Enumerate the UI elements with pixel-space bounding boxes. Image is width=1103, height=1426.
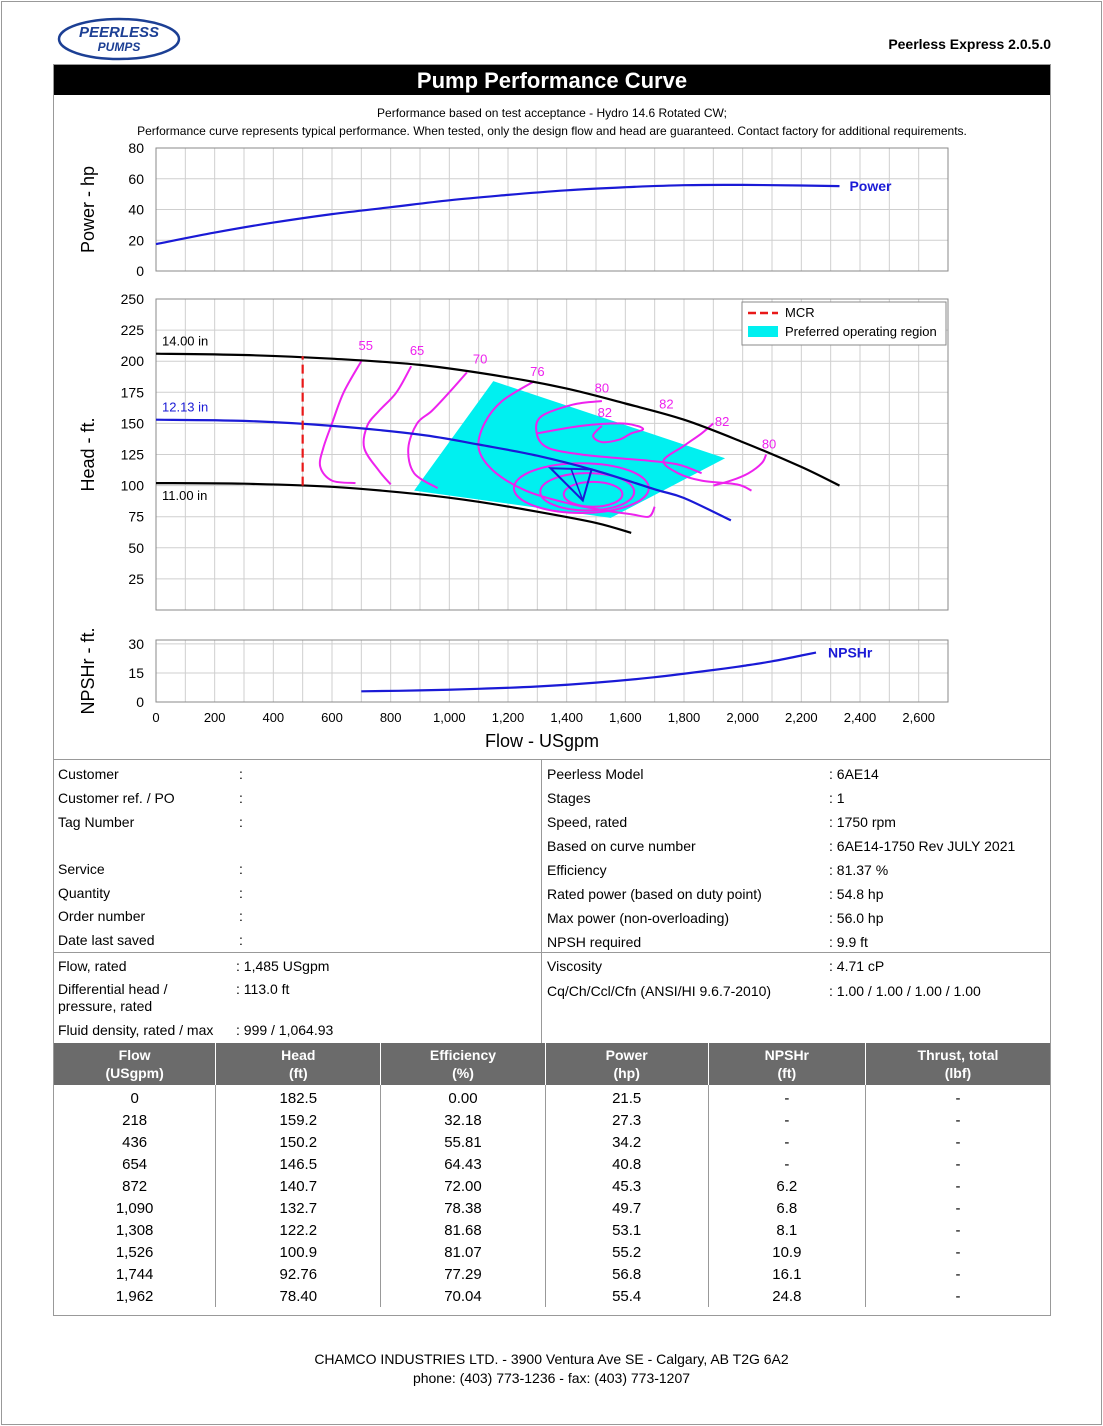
x-tick-label: 1,800 xyxy=(667,710,701,725)
info-label: Peerless Model xyxy=(547,766,644,782)
performance-note-1: Performance based on test acceptance - Hydro 14.6 Rotated CW; xyxy=(377,106,727,120)
table-cell: 72.00 xyxy=(381,1175,545,1197)
efficiency-contour xyxy=(364,366,412,484)
info-label: Cq/Ch/Ccl/Cfn (ANSI/HI 9.6.7-2010) xyxy=(547,983,772,999)
table-cell: 8.1 xyxy=(708,1219,865,1241)
efficiency-label: 70 xyxy=(472,351,488,367)
table-header-line: (USgpm) xyxy=(105,1065,164,1081)
info-label: Max power (non-overloading) xyxy=(547,910,730,926)
pump-spec-column xyxy=(542,760,1050,1044)
info-value: : 1.00 / 1.00 / 1.00 / 1.00 xyxy=(829,983,981,999)
power-y-tick-label: 80 xyxy=(128,140,144,156)
table-cell: 1,090 xyxy=(115,1199,154,1217)
efficiency-label: 82 xyxy=(714,413,730,429)
software-version: Peerless Express 2.0.5.0 xyxy=(888,36,1051,52)
table-header-line: (ft) xyxy=(777,1065,797,1081)
head-y-tick-label: 150 xyxy=(120,415,144,432)
table-cell: 64.43 xyxy=(381,1153,545,1175)
info-label: NPSH required xyxy=(547,934,642,950)
table-header xyxy=(545,1043,708,1085)
table-cell: - xyxy=(708,1085,865,1109)
info-value: : xyxy=(239,814,243,830)
table-cell: 55.2 xyxy=(545,1241,708,1263)
efficiency-label: 82 xyxy=(659,396,674,412)
power-y-tick-label: 60 xyxy=(128,170,144,187)
table-cell: 21.5 xyxy=(545,1085,708,1109)
table-cell: 218 xyxy=(122,1111,148,1129)
npshr-y-axis-label: NPSHr - ft. xyxy=(78,627,98,715)
table-cell: 56.8 xyxy=(545,1263,708,1285)
x-tick-label: 1,200 xyxy=(491,710,525,725)
legend-region-swatch xyxy=(748,326,778,337)
customer-info-column xyxy=(54,760,542,1044)
info-value: : 9.9 ft xyxy=(829,934,868,950)
npshr-curve xyxy=(361,653,816,692)
table-cell: 1,526 xyxy=(115,1243,154,1261)
table-cell: - xyxy=(865,1263,1050,1285)
report-panel xyxy=(53,64,1051,1316)
info-value: : xyxy=(239,861,243,877)
head-y-tick-label: 250 xyxy=(120,291,144,307)
efficiency-contour xyxy=(320,361,361,483)
table-row xyxy=(54,1109,1050,1131)
table-row xyxy=(54,1285,1050,1307)
info-value: : xyxy=(239,790,243,806)
efficiency-label: 55 xyxy=(358,338,373,354)
power-y-tick-label: 20 xyxy=(128,232,144,249)
x-axis-label: Flow - USgpm xyxy=(484,731,600,751)
footer-address: CHAMCO INDUSTRIES LTD. - 3900 Ventura Ave SE - Calgary, AB T2G 6A2 xyxy=(314,1351,789,1367)
table-cell: 81.68 xyxy=(381,1219,545,1241)
performance-chart xyxy=(54,65,1050,759)
power-series-label: Power xyxy=(849,178,892,195)
info-label: Fluid density, rated / max xyxy=(58,1022,214,1038)
legend-region-label: Preferred operating region xyxy=(785,324,937,339)
info-value: : xyxy=(239,932,243,948)
info-value: : 1,485 USgpm xyxy=(236,958,330,974)
table-cell: - xyxy=(865,1197,1050,1219)
head-y-tick-label: 100 xyxy=(120,477,144,494)
info-value: : xyxy=(239,766,243,782)
table-cell: 34.2 xyxy=(545,1131,708,1153)
info-value: : 54.8 hp xyxy=(829,886,884,902)
table-cell: 6.8 xyxy=(708,1197,865,1219)
info-label: Quantity xyxy=(58,885,111,901)
x-tick-label: 400 xyxy=(262,710,285,725)
efficiency-label: 82 xyxy=(597,405,613,421)
pump-info-section xyxy=(54,759,1050,1044)
table-row xyxy=(54,1153,1050,1175)
table-cell: 159.2 xyxy=(216,1109,381,1131)
table-cell: 32.18 xyxy=(381,1109,545,1131)
impeller-diameter-label: 14.00 in xyxy=(162,333,209,349)
table-cell: 40.8 xyxy=(545,1153,708,1175)
table-cell: 92.76 xyxy=(216,1263,381,1285)
x-tick-label: 2,600 xyxy=(902,710,935,725)
npshr-y-tick-label: 0 xyxy=(136,694,144,710)
table-cell: 872 xyxy=(122,1177,148,1195)
table-cell: 45.3 xyxy=(545,1175,708,1197)
info-value: : xyxy=(239,885,243,901)
performance-note-2: Performance curve represents typical performance. When tested, only the design flow and head are guaranteed. Contact factory for additional requirements. xyxy=(137,124,967,138)
info-value: : 999 / 1,064.93 xyxy=(236,1022,334,1038)
table-header-line: (hp) xyxy=(613,1065,640,1081)
table-header xyxy=(865,1043,1050,1085)
peerless-logo xyxy=(57,17,181,61)
x-tick-label: 1,600 xyxy=(609,710,642,725)
x-tick-label: 200 xyxy=(203,710,226,725)
table-cell: 132.7 xyxy=(216,1197,381,1219)
x-tick-label: 0 xyxy=(152,710,160,725)
info-label: Date last saved xyxy=(58,932,155,948)
table-cell: - xyxy=(865,1285,1050,1307)
info-label: Speed, rated xyxy=(547,814,628,830)
table-header xyxy=(216,1043,381,1085)
x-tick-label: 800 xyxy=(379,710,402,725)
table-header xyxy=(381,1043,545,1085)
efficiency-label: 80 xyxy=(594,380,610,396)
info-value: : xyxy=(239,908,243,924)
info-label: Based on curve number xyxy=(547,838,696,854)
table-cell: - xyxy=(865,1109,1050,1131)
info-label-continued: pressure, rated xyxy=(58,998,153,1014)
table-cell: 53.1 xyxy=(545,1219,708,1241)
table-header-line: Efficiency xyxy=(429,1047,497,1063)
table-cell: 182.5 xyxy=(216,1085,381,1109)
table-cell: 150.2 xyxy=(216,1131,381,1153)
table-header-line: NPSHr xyxy=(764,1047,810,1063)
table-cell: 55.81 xyxy=(381,1131,545,1153)
impeller-diameter-label: 12.13 in xyxy=(162,399,209,415)
info-label: Differential head / xyxy=(58,981,168,997)
table-header xyxy=(54,1043,216,1085)
table-cell: - xyxy=(865,1131,1050,1153)
table-cell: 70.04 xyxy=(381,1285,545,1307)
legend-mcr-label: MCR xyxy=(785,305,815,320)
logo-text-2: PUMPS xyxy=(97,40,141,54)
table-cell: 55.4 xyxy=(545,1285,708,1307)
table-row xyxy=(54,1263,1050,1285)
table-header-line: Power xyxy=(605,1047,648,1063)
table-header-line: (%) xyxy=(452,1065,474,1081)
table-row xyxy=(54,1197,1050,1219)
table-cell: - xyxy=(865,1175,1050,1197)
efficiency-label: 65 xyxy=(409,342,425,358)
table-cell: 436 xyxy=(122,1133,148,1151)
table-row xyxy=(54,1241,1050,1263)
info-label: Efficiency xyxy=(547,862,607,878)
info-label: Customer xyxy=(58,766,119,782)
table-cell: 6.2 xyxy=(708,1175,865,1197)
power-y-axis-label: Power - hp xyxy=(78,165,98,254)
table-cell: 0.00 xyxy=(381,1085,545,1109)
head-y-tick-label: 175 xyxy=(120,384,144,401)
table-cell: 49.7 xyxy=(545,1197,708,1219)
table-header-line: Thrust, total xyxy=(917,1047,999,1063)
table-cell: 654 xyxy=(122,1155,148,1173)
info-value: : 81.37 % xyxy=(829,862,889,878)
table-cell: 10.9 xyxy=(708,1241,865,1263)
info-label: Stages xyxy=(547,790,591,806)
table-cell: 1,744 xyxy=(115,1265,154,1283)
footer-phone: phone: (403) 773-1236 - fax: (403) 773-1207 xyxy=(412,1370,691,1386)
table-cell: 78.38 xyxy=(381,1197,545,1219)
table-cell: 16.1 xyxy=(708,1263,865,1285)
table-cell: - xyxy=(865,1085,1050,1109)
table-cell: 24.8 xyxy=(708,1285,865,1307)
table-cell: 1,962 xyxy=(115,1287,154,1305)
head-y-tick-label: 25 xyxy=(128,570,144,587)
table-header-line: Head xyxy=(281,1047,316,1063)
table-cell: 78.40 xyxy=(216,1285,381,1307)
head-y-tick-label: 75 xyxy=(128,508,144,525)
head-y-tick-label: 125 xyxy=(120,446,144,463)
table-header xyxy=(708,1043,865,1085)
info-value: : 6AE14 xyxy=(829,766,879,782)
table-header-line: Flow xyxy=(118,1047,151,1063)
power-y-tick-label: 0 xyxy=(136,263,144,279)
table-cell: 100.9 xyxy=(216,1241,381,1263)
table-cell: 146.5 xyxy=(216,1153,381,1175)
table-cell: 81.07 xyxy=(381,1241,545,1263)
npshr-y-tick-label: 15 xyxy=(128,664,144,681)
table-cell: - xyxy=(865,1241,1050,1263)
table-cell: - xyxy=(708,1131,865,1153)
power-curve xyxy=(156,185,840,244)
table-row xyxy=(54,1085,1050,1109)
x-tick-label: 600 xyxy=(321,710,343,725)
info-label: Service xyxy=(58,861,105,877)
info-label: Order number xyxy=(58,908,146,924)
x-tick-label: 2,400 xyxy=(843,710,877,725)
table-cell: - xyxy=(708,1153,865,1175)
head-y-tick-label: 200 xyxy=(120,353,144,370)
info-value: : 1 xyxy=(829,790,845,806)
table-cell: - xyxy=(865,1153,1050,1175)
report-title: Pump Performance Curve xyxy=(54,65,1050,95)
power-y-tick-label: 40 xyxy=(128,201,144,218)
efficiency-label: 80 xyxy=(761,436,777,452)
info-label: Rated power (based on duty point) xyxy=(547,886,762,902)
info-label: Viscosity xyxy=(547,958,602,974)
table-row xyxy=(54,1219,1050,1241)
info-label: Customer ref. / PO xyxy=(58,790,175,806)
npshr-y-tick-label: 30 xyxy=(128,635,144,652)
npshr-series-label: NPSHr xyxy=(828,644,873,661)
table-header-line: (ft) xyxy=(288,1065,308,1081)
info-value: : 56.0 hp xyxy=(829,910,884,926)
info-value: : 6AE14-1750 Rev JULY 2021 xyxy=(829,838,1016,854)
x-tick-label: 1,400 xyxy=(550,710,583,725)
table-row xyxy=(54,1175,1050,1197)
table-row xyxy=(54,1131,1050,1153)
info-value: : 113.0 ft xyxy=(236,981,290,997)
x-tick-label: 2,200 xyxy=(785,710,818,725)
info-label: Tag Number xyxy=(58,814,135,830)
table-cell: 122.2 xyxy=(216,1219,381,1241)
x-tick-label: 2,000 xyxy=(726,710,759,725)
info-divider xyxy=(54,952,1050,953)
info-label: Flow, rated xyxy=(58,958,127,974)
table-cell: - xyxy=(865,1219,1050,1241)
efficiency-label: 76 xyxy=(530,364,545,380)
table-header-line: (lbf) xyxy=(944,1065,972,1081)
info-value: : 1750 rpm xyxy=(829,814,896,830)
table-cell: 27.3 xyxy=(545,1109,708,1131)
logo-text-1: PEERLESS xyxy=(78,24,160,41)
info-value: : 4.71 cP xyxy=(829,958,885,974)
table-cell: 77.29 xyxy=(381,1263,545,1285)
table-cell: - xyxy=(708,1109,865,1131)
x-tick-label: 1,000 xyxy=(433,710,466,725)
head-y-axis-label: Head - ft. xyxy=(78,417,98,492)
table-cell: 0 xyxy=(130,1089,139,1107)
impeller-diameter-label: 11.00 in xyxy=(162,488,208,504)
performance-table xyxy=(54,1043,1050,1307)
table-cell: 140.7 xyxy=(216,1175,381,1197)
table-cell: 1,308 xyxy=(115,1221,154,1239)
head-y-tick-label: 50 xyxy=(128,539,144,556)
head-y-tick-label: 225 xyxy=(120,322,144,339)
